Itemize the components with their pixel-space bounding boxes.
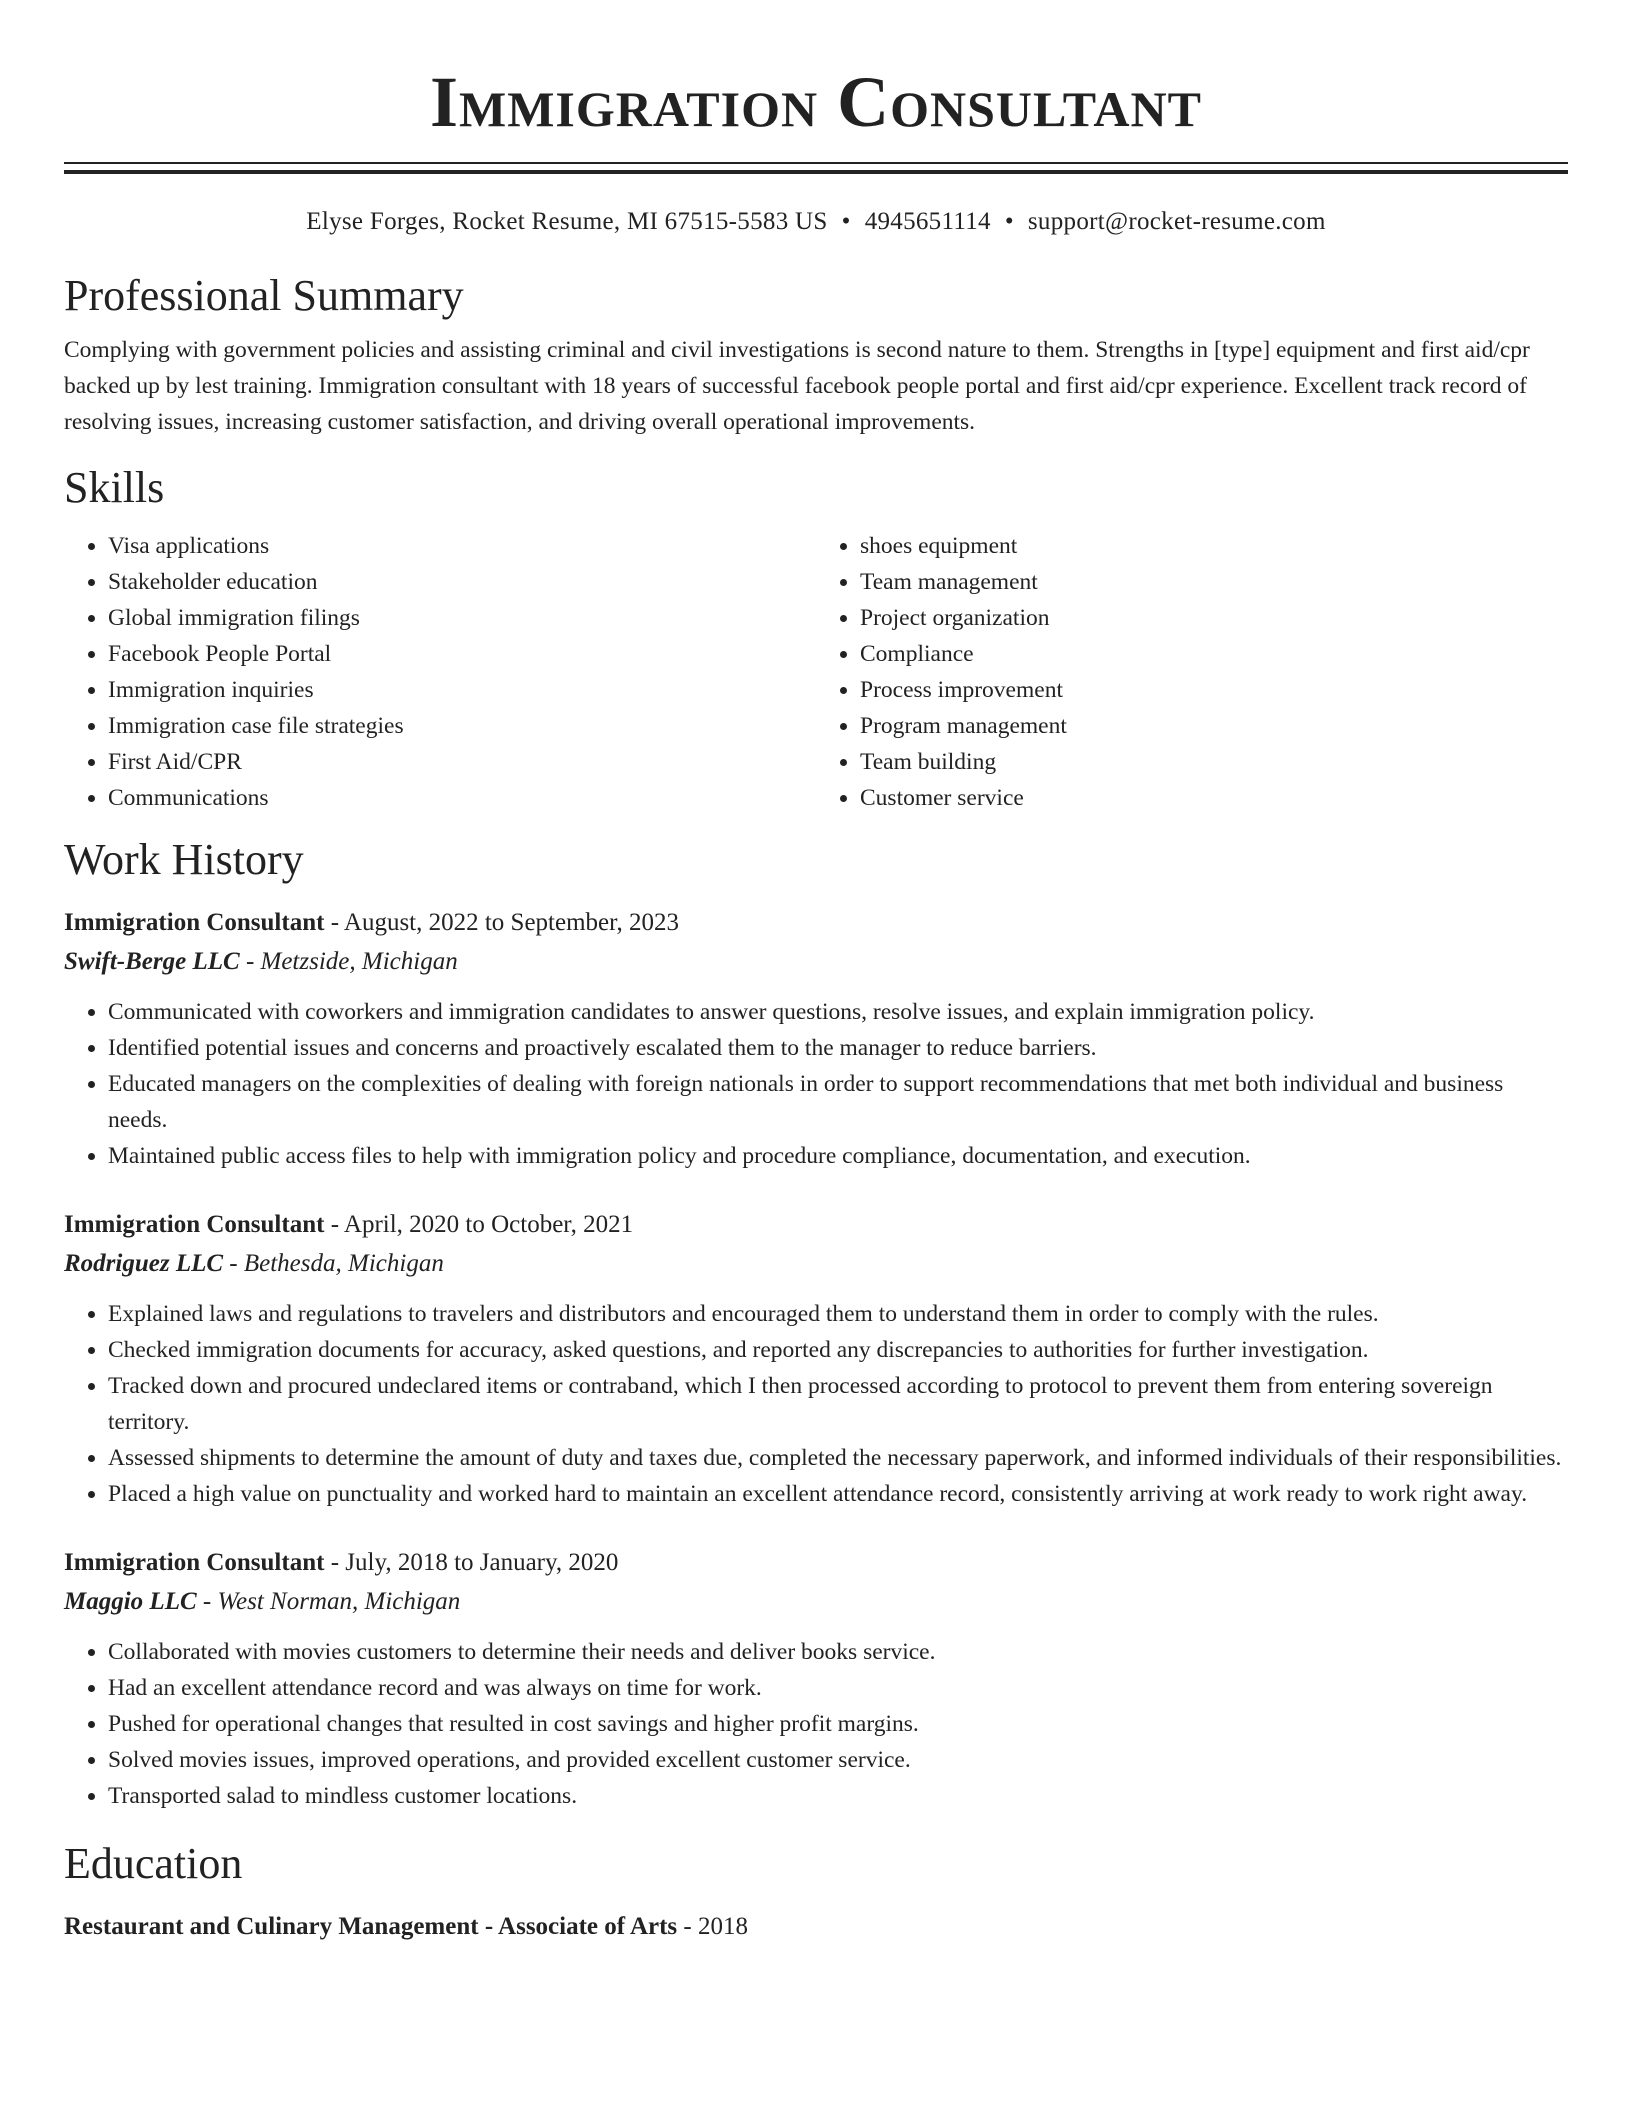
job-bullet: • Tracked down and procured undeclared items or contraband, which I then processed according to protocol to prevent them from entering sovereign territory.	[108, 1368, 1568, 1440]
skill-item: • Facebook People Portal	[108, 636, 816, 672]
job-bullet: • Transported salad to mindless customer locations.	[108, 1778, 1568, 1814]
skill-item: • Program management	[860, 708, 1568, 744]
job-bullet: • Had an excellent attendance record and was always on time for work.	[108, 1670, 1568, 1706]
job-company-line	[64, 1244, 1568, 1284]
skill-item: • shoes equipment	[860, 528, 1568, 564]
job-company-line	[64, 1582, 1568, 1622]
job-company-line	[64, 942, 1568, 982]
job-bullet: • Checked immigration documents for accuracy, asked questions, and reported any discrepancies to authorities for further investigation.	[108, 1332, 1568, 1368]
job-location: - West Norman, Michigan	[196, 1588, 461, 1615]
resume-page	[64, 0, 1568, 1946]
skill-item: • Immigration case file strategies	[108, 708, 816, 744]
skill-item: • Communications	[108, 780, 816, 816]
contact-email[interactable]: support@rocket-resume.com	[1027, 208, 1326, 235]
education-degree: Restaurant and Culinary Management - Associate of Arts	[64, 1913, 678, 1940]
job-bullet: • Educated managers on the complexities of dealing with foreign nationals in order to support recommendations that met both individual and business needs.	[108, 1066, 1568, 1138]
skill-item: • Customer service	[860, 780, 1568, 816]
contact-separator: •	[1004, 208, 1014, 235]
skill-item: • Visa applications	[108, 528, 816, 564]
job-title-line	[64, 904, 1568, 942]
job-dates: - August, 2022 to September, 2023	[324, 909, 679, 936]
job-title: Immigration Consultant	[64, 909, 325, 936]
summary-heading: Professional Summary	[64, 271, 464, 320]
job-bullet: • Solved movies issues, improved operations, and provided excellent customer service.	[108, 1742, 1568, 1778]
job-entry	[64, 904, 1568, 1174]
contact-line	[64, 204, 1568, 240]
skill-item: • Immigration inquiries	[108, 672, 816, 708]
skill-item: • Compliance	[860, 636, 1568, 672]
job-bullet: • Identified potential issues and concerns and proactively escalated them to the manager to reduce barriers.	[108, 1030, 1568, 1066]
job-title: Immigration Consultant	[64, 1549, 325, 1576]
job-bullet: • Explained laws and regulations to travelers and distributors and encouraged them to understand them in order to comply with the rules.	[108, 1296, 1568, 1332]
skills-heading: Skills	[64, 463, 165, 512]
contact-separator: •	[841, 208, 851, 235]
job-bullets	[64, 1634, 1568, 1814]
resume-title: Immigration Consultant	[430, 62, 1202, 142]
skills-list-right	[816, 528, 1568, 816]
skill-item: • Stakeholder education	[108, 564, 816, 600]
job-company: Maggio LLC	[64, 1588, 197, 1615]
job-entry	[64, 1206, 1568, 1512]
job-bullet: • Collaborated with movies customers to determine their needs and deliver books service.	[108, 1634, 1568, 1670]
skills-columns	[64, 528, 1568, 816]
divider-thick-line	[64, 170, 1568, 174]
skill-item: • Project organization	[860, 600, 1568, 636]
divider-thin-line	[64, 162, 1568, 164]
skill-item: • First Aid/CPR	[108, 744, 816, 780]
job-company: Swift-Berge LLC	[64, 948, 240, 975]
job-title-line	[64, 1206, 1568, 1244]
job-location: - Bethesda, Michigan	[223, 1250, 444, 1277]
job-bullets	[64, 994, 1568, 1174]
job-entry	[64, 1544, 1568, 1814]
summary-text: Complying with government policies and assisting criminal and civil investigations is second nature to them. Strengths in [type] equipment and first aid/cpr backed up by lest training. Immigration consultant with 18 years of successful facebook people portal and first aid/cpr experience. Excellent track record of resolving issues, increasing customer satisfaction, and driving overall operational improvements.	[64, 337, 1530, 435]
job-bullet: • Maintained public access files to help with immigration policy and procedure compliance, documentation, and execution.	[108, 1138, 1568, 1174]
job-dates: - July, 2018 to January, 2020	[324, 1549, 619, 1576]
job-location: - Metzside, Michigan	[239, 948, 458, 975]
skill-item: • Team management	[860, 564, 1568, 600]
skill-item: • Global immigration filings	[108, 600, 816, 636]
work-history-heading: Work History	[64, 835, 304, 884]
contact-address: Elyse Forges, Rocket Resume, MI 67515-5583 US	[306, 208, 828, 235]
job-bullet: • Pushed for operational changes that resulted in cost savings and higher profit margins.	[108, 1706, 1568, 1742]
title-divider	[64, 162, 1568, 174]
job-company: Rodriguez LLC	[64, 1250, 224, 1277]
job-bullet: • Assessed shipments to determine the amount of duty and taxes due, completed the necessary paperwork, and informed individuals of their responsibilities.	[108, 1440, 1568, 1476]
job-title-line	[64, 1544, 1568, 1582]
job-bullet: • Communicated with coworkers and immigration candidates to answer questions, resolve issues, and explain immigration policy.	[108, 994, 1568, 1030]
job-bullets	[64, 1296, 1568, 1512]
skill-item: • Process improvement	[860, 672, 1568, 708]
skills-list-left	[64, 528, 816, 816]
job-title: Immigration Consultant	[64, 1211, 325, 1238]
job-dates: - April, 2020 to October, 2021	[324, 1211, 634, 1238]
education-entry	[64, 1908, 1568, 1946]
contact-phone: 4945651114	[864, 208, 991, 235]
education-heading: Education	[64, 1839, 243, 1888]
education-year: - 2018	[677, 1913, 748, 1940]
job-bullet: • Placed a high value on punctuality and worked hard to maintain an excellent attendance record, consistently arriving at work ready to work right away.	[108, 1476, 1568, 1512]
skill-item: • Team building	[860, 744, 1568, 780]
